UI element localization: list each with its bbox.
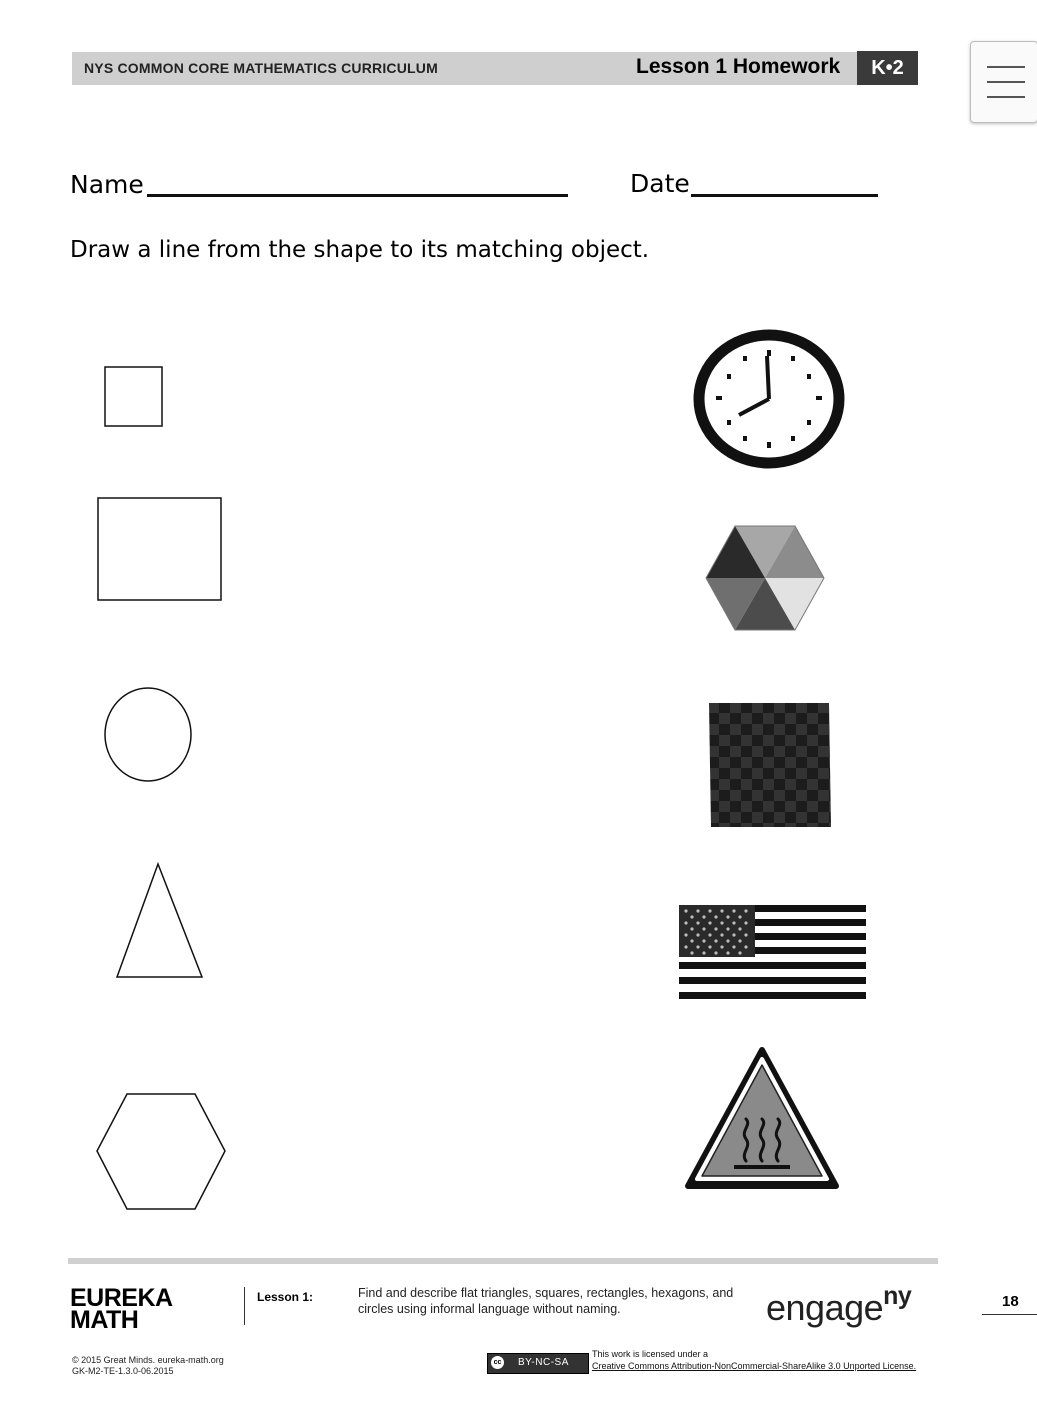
circle-icon — [104, 686, 194, 784]
lesson-description: Find and describe flat triangles, squares, rectangles, hexagons, and circles using informal language without naming. — [358, 1286, 734, 1316]
instruction-text: Draw a line from the shape to its matching object. — [70, 237, 650, 263]
square-icon — [104, 366, 164, 428]
footer-rule — [68, 1258, 938, 1264]
name-field[interactable] — [147, 194, 568, 197]
curriculum-title: NYS COMMON CORE MATHEMATICS CURRICULUM — [84, 60, 438, 76]
hot-surface-warning-sign-icon — [684, 1045, 840, 1193]
name-label: Name — [70, 170, 144, 199]
cc-badge-text: BY-NC-SA — [518, 1357, 569, 1368]
license-link[interactable]: Creative Commons Attribution-NonCommercial-ShareAlike 3.0 Unported License. — [592, 1361, 917, 1371]
page-number: 18 — [1002, 1293, 1019, 1310]
hexagon-tile-icon — [705, 525, 825, 633]
hexagon-icon — [96, 1093, 227, 1212]
menu-icon — [987, 66, 1025, 68]
engage-ny-logo: engage$^{ny}$ — [766, 1282, 912, 1328]
lesson-title: Lesson 1 Homework — [636, 55, 841, 78]
lesson-label: Lesson 1: — [257, 1290, 314, 1304]
eureka-math-logo: EUREKA MATH — [70, 1284, 173, 1334]
triangle-icon — [115, 862, 205, 980]
clock-icon — [694, 330, 844, 470]
date-label: Date — [630, 169, 690, 198]
license-text: This work is licensed under a Creative Commons Attribution-NonCommercial-ShareAlike 3.0 Unported License. — [592, 1349, 917, 1371]
date-field[interactable] — [691, 194, 878, 197]
copyright-text: © 2015 Great Minds. eureka-math.org GK-M2-TE-1.3.0-06.2015 — [72, 1355, 224, 1376]
footer-divider — [244, 1287, 245, 1325]
page-number-rule — [982, 1314, 1037, 1315]
rectangle-icon — [97, 497, 223, 602]
checkerboard-icon — [708, 702, 832, 828]
cc-icon: cc — [491, 1356, 504, 1369]
menu-button[interactable] — [970, 41, 1037, 123]
american-flag-icon — [679, 905, 868, 1002]
grade-badge: K•2 — [857, 51, 918, 85]
